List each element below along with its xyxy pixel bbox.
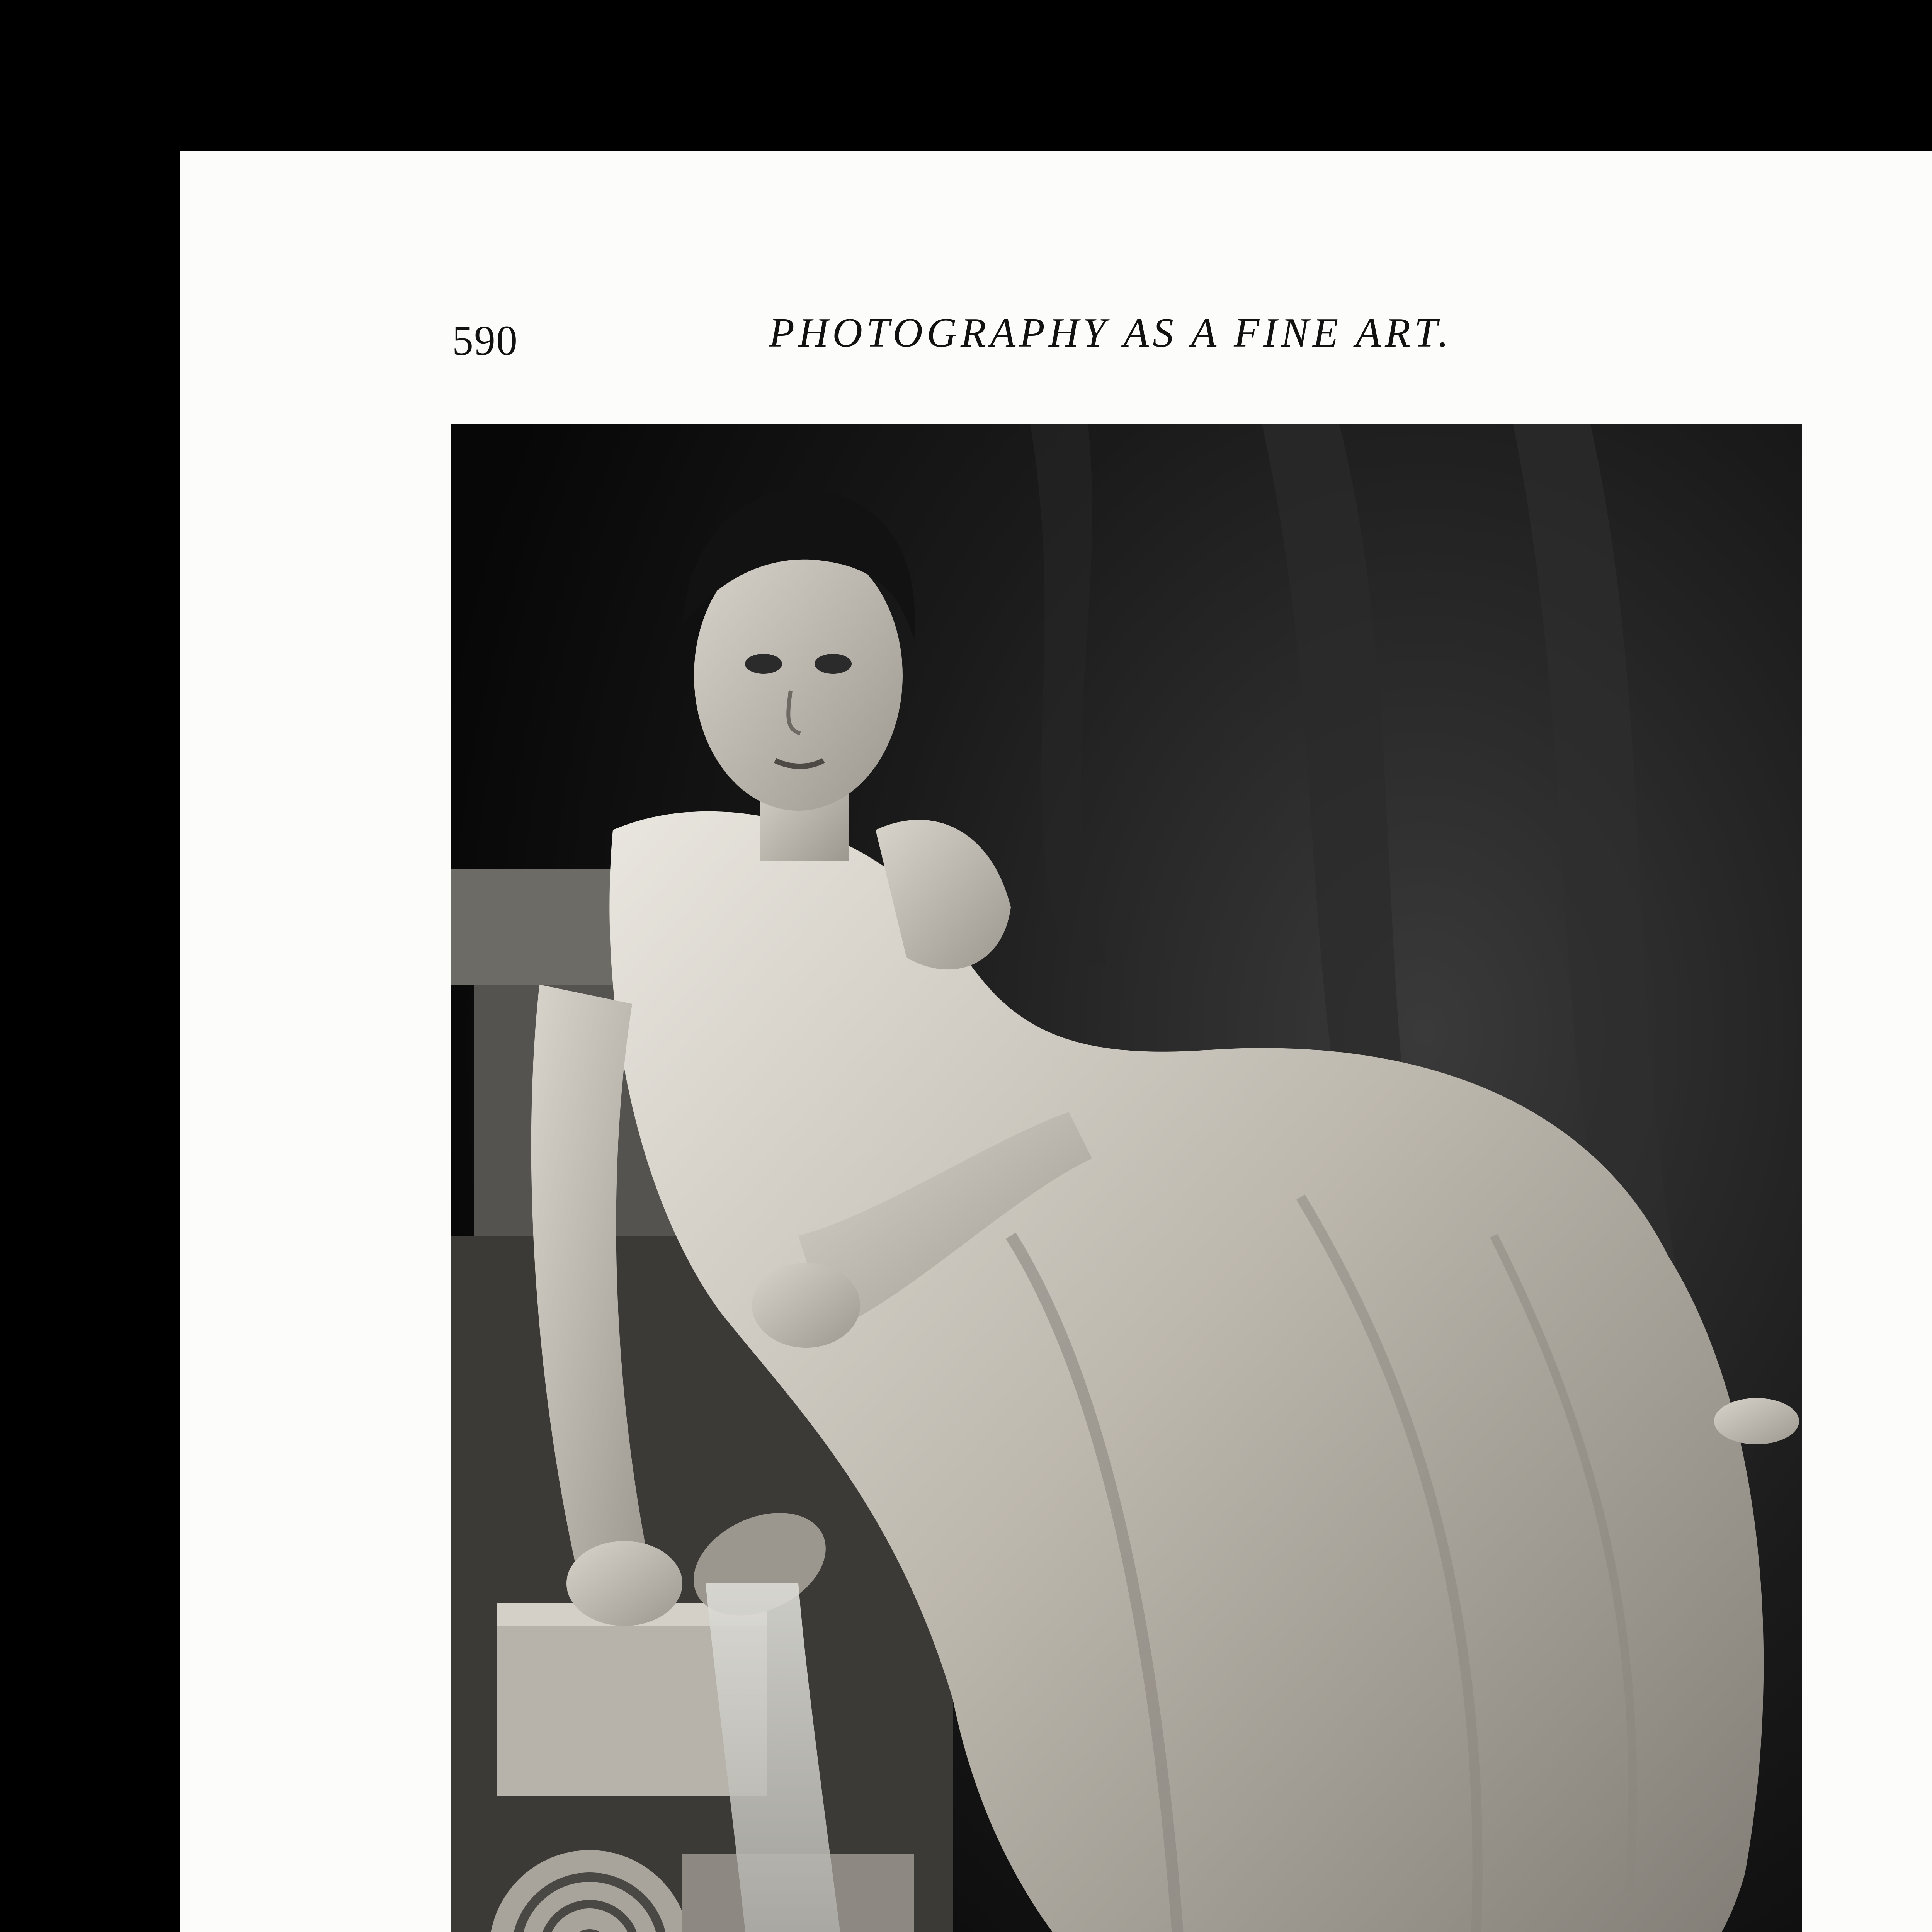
running-head: PHOTOGRAPHY AS A FINE ART. — [769, 310, 1453, 356]
photograph-plate — [451, 424, 1802, 1932]
photograph-la-source-seated-woman-icon — [451, 424, 1802, 1932]
page-number: 590 — [452, 317, 518, 364]
